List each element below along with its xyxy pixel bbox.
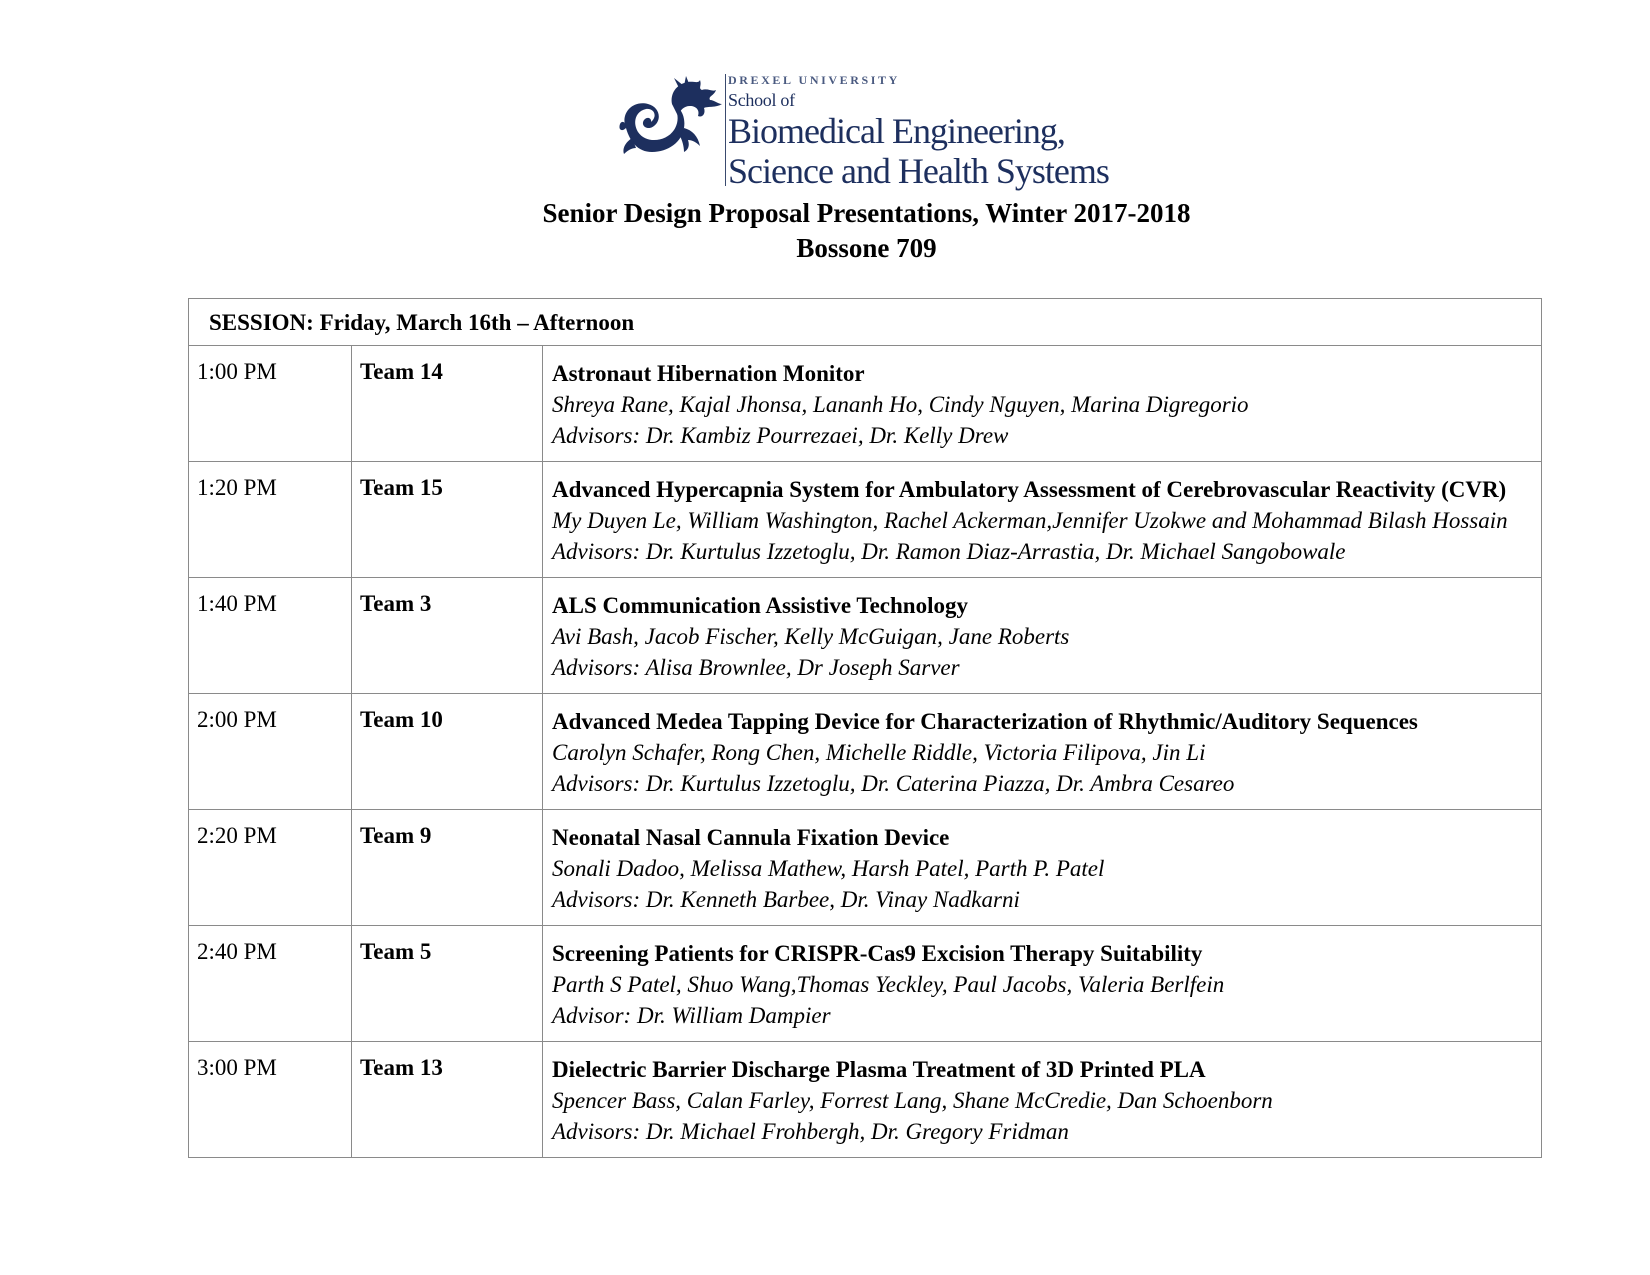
slot-time: 1:40 PM — [189, 578, 352, 693]
slot-team: Team 15 — [352, 462, 543, 577]
slot-details — [543, 1042, 1541, 1157]
project-advisors: Advisors: Dr. Kambiz Pourrezaei, Dr. Kelly Drew — [552, 423, 1009, 448]
project-advisors: Advisors: Dr. Kurtulus Izzetoglu, Dr. Ramon Diaz-Arrastia, Dr. Michael Sangobowale — [552, 539, 1346, 564]
slot-time: 2:40 PM — [189, 926, 352, 1041]
slot-details — [543, 810, 1541, 925]
school-logo — [618, 72, 1128, 192]
project-title: Screening Patients for CRISPR-Cas9 Excision Therapy Suitability — [552, 941, 1203, 966]
project-members: Carolyn Schafer, Rong Chen, Michelle Riddle, Victoria Filipova, Jin Li — [552, 740, 1206, 765]
project-advisors: Advisors: Dr. Kenneth Barbee, Dr. Vinay Nadkarni — [552, 887, 1020, 912]
slot-time: 1:20 PM — [189, 462, 352, 577]
table-row — [189, 810, 1541, 926]
project-title: Advanced Hypercapnia System for Ambulatory Assessment of Cerebrovascular Reactivity (CVR) — [552, 477, 1507, 502]
project-advisors: Advisors: Dr. Michael Frohbergh, Dr. Gregory Fridman — [552, 1119, 1069, 1144]
slot-details — [543, 346, 1541, 461]
project-advisors: Advisors: Dr. Kurtulus Izzetoglu, Dr. Caterina Piazza, Dr. Ambra Cesareo — [552, 771, 1235, 796]
table-row — [189, 1042, 1541, 1157]
slot-time: 1:00 PM — [189, 346, 352, 461]
slot-team: Team 3 — [352, 578, 543, 693]
project-advisors: Advisor: Dr. William Dampier — [552, 1003, 831, 1028]
room-title: Bossone 709 — [796, 233, 937, 263]
session-header: SESSION: Friday, March 16th – Afternoon — [189, 299, 1541, 346]
project-title: Neonatal Nasal Cannula Fixation Device — [552, 825, 950, 850]
slot-team: Team 5 — [352, 926, 543, 1041]
slot-details — [543, 578, 1541, 693]
slot-time: 3:00 PM — [189, 1042, 352, 1157]
logo-school-of: School of — [728, 90, 795, 110]
project-title: Dielectric Barrier Discharge Plasma Treatment of 3D Printed PLA — [552, 1057, 1206, 1082]
project-title: Astronaut Hibernation Monitor — [552, 361, 865, 386]
logo-school-name-line2: Science and Health Systems — [728, 151, 1109, 191]
project-members: Sonali Dadoo, Melissa Mathew, Harsh Patel, Parth P. Patel — [552, 856, 1105, 881]
table-row — [189, 462, 1541, 578]
dragon-logo-icon — [618, 76, 724, 156]
project-members: Avi Bash, Jacob Fischer, Kelly McGuigan, Jane Roberts — [552, 624, 1070, 649]
project-title: Advanced Medea Tapping Device for Characterization of Rhythmic/Auditory Sequences — [552, 709, 1418, 734]
table-row — [189, 926, 1541, 1042]
slot-details — [543, 462, 1541, 577]
slot-details — [543, 926, 1541, 1041]
slot-team: Team 9 — [352, 810, 543, 925]
project-title: ALS Communication Assistive Technology — [552, 593, 968, 618]
page-title: Senior Design Proposal Presentations, Winter 2017-2018 — [542, 198, 1191, 228]
logo-divider — [725, 74, 726, 186]
logo-university: DREXEL UNIVERSITY — [728, 73, 900, 87]
slot-team: Team 14 — [352, 346, 543, 461]
project-members: Parth S Patel, Shuo Wang,Thomas Yeckley, Paul Jacobs, Valeria Berlfein — [552, 972, 1225, 997]
slot-details — [543, 694, 1541, 809]
slot-team: Team 13 — [352, 1042, 543, 1157]
project-members: Spencer Bass, Calan Farley, Forrest Lang, Shane McCredie, Dan Schoenborn — [552, 1088, 1273, 1113]
project-advisors: Advisors: Alisa Brownlee, Dr Joseph Sarver — [552, 655, 960, 680]
project-members: Shreya Rane, Kajal Jhonsa, Lananh Ho, Cindy Nguyen, Marina Digregorio — [552, 392, 1249, 417]
slot-time: 2:00 PM — [189, 694, 352, 809]
logo-school-name-line1: Biomedical Engineering, — [728, 111, 1065, 151]
table-row — [189, 346, 1541, 462]
schedule-table — [188, 298, 1542, 1158]
table-row — [189, 578, 1541, 694]
logo-text — [728, 72, 1109, 189]
slot-team: Team 10 — [352, 694, 543, 809]
project-members: My Duyen Le, William Washington, Rachel Ackerman,Jennifer Uzokwe and Mohammad Bilash Hossain — [552, 508, 1508, 533]
table-row — [189, 694, 1541, 810]
slot-time: 2:20 PM — [189, 810, 352, 925]
